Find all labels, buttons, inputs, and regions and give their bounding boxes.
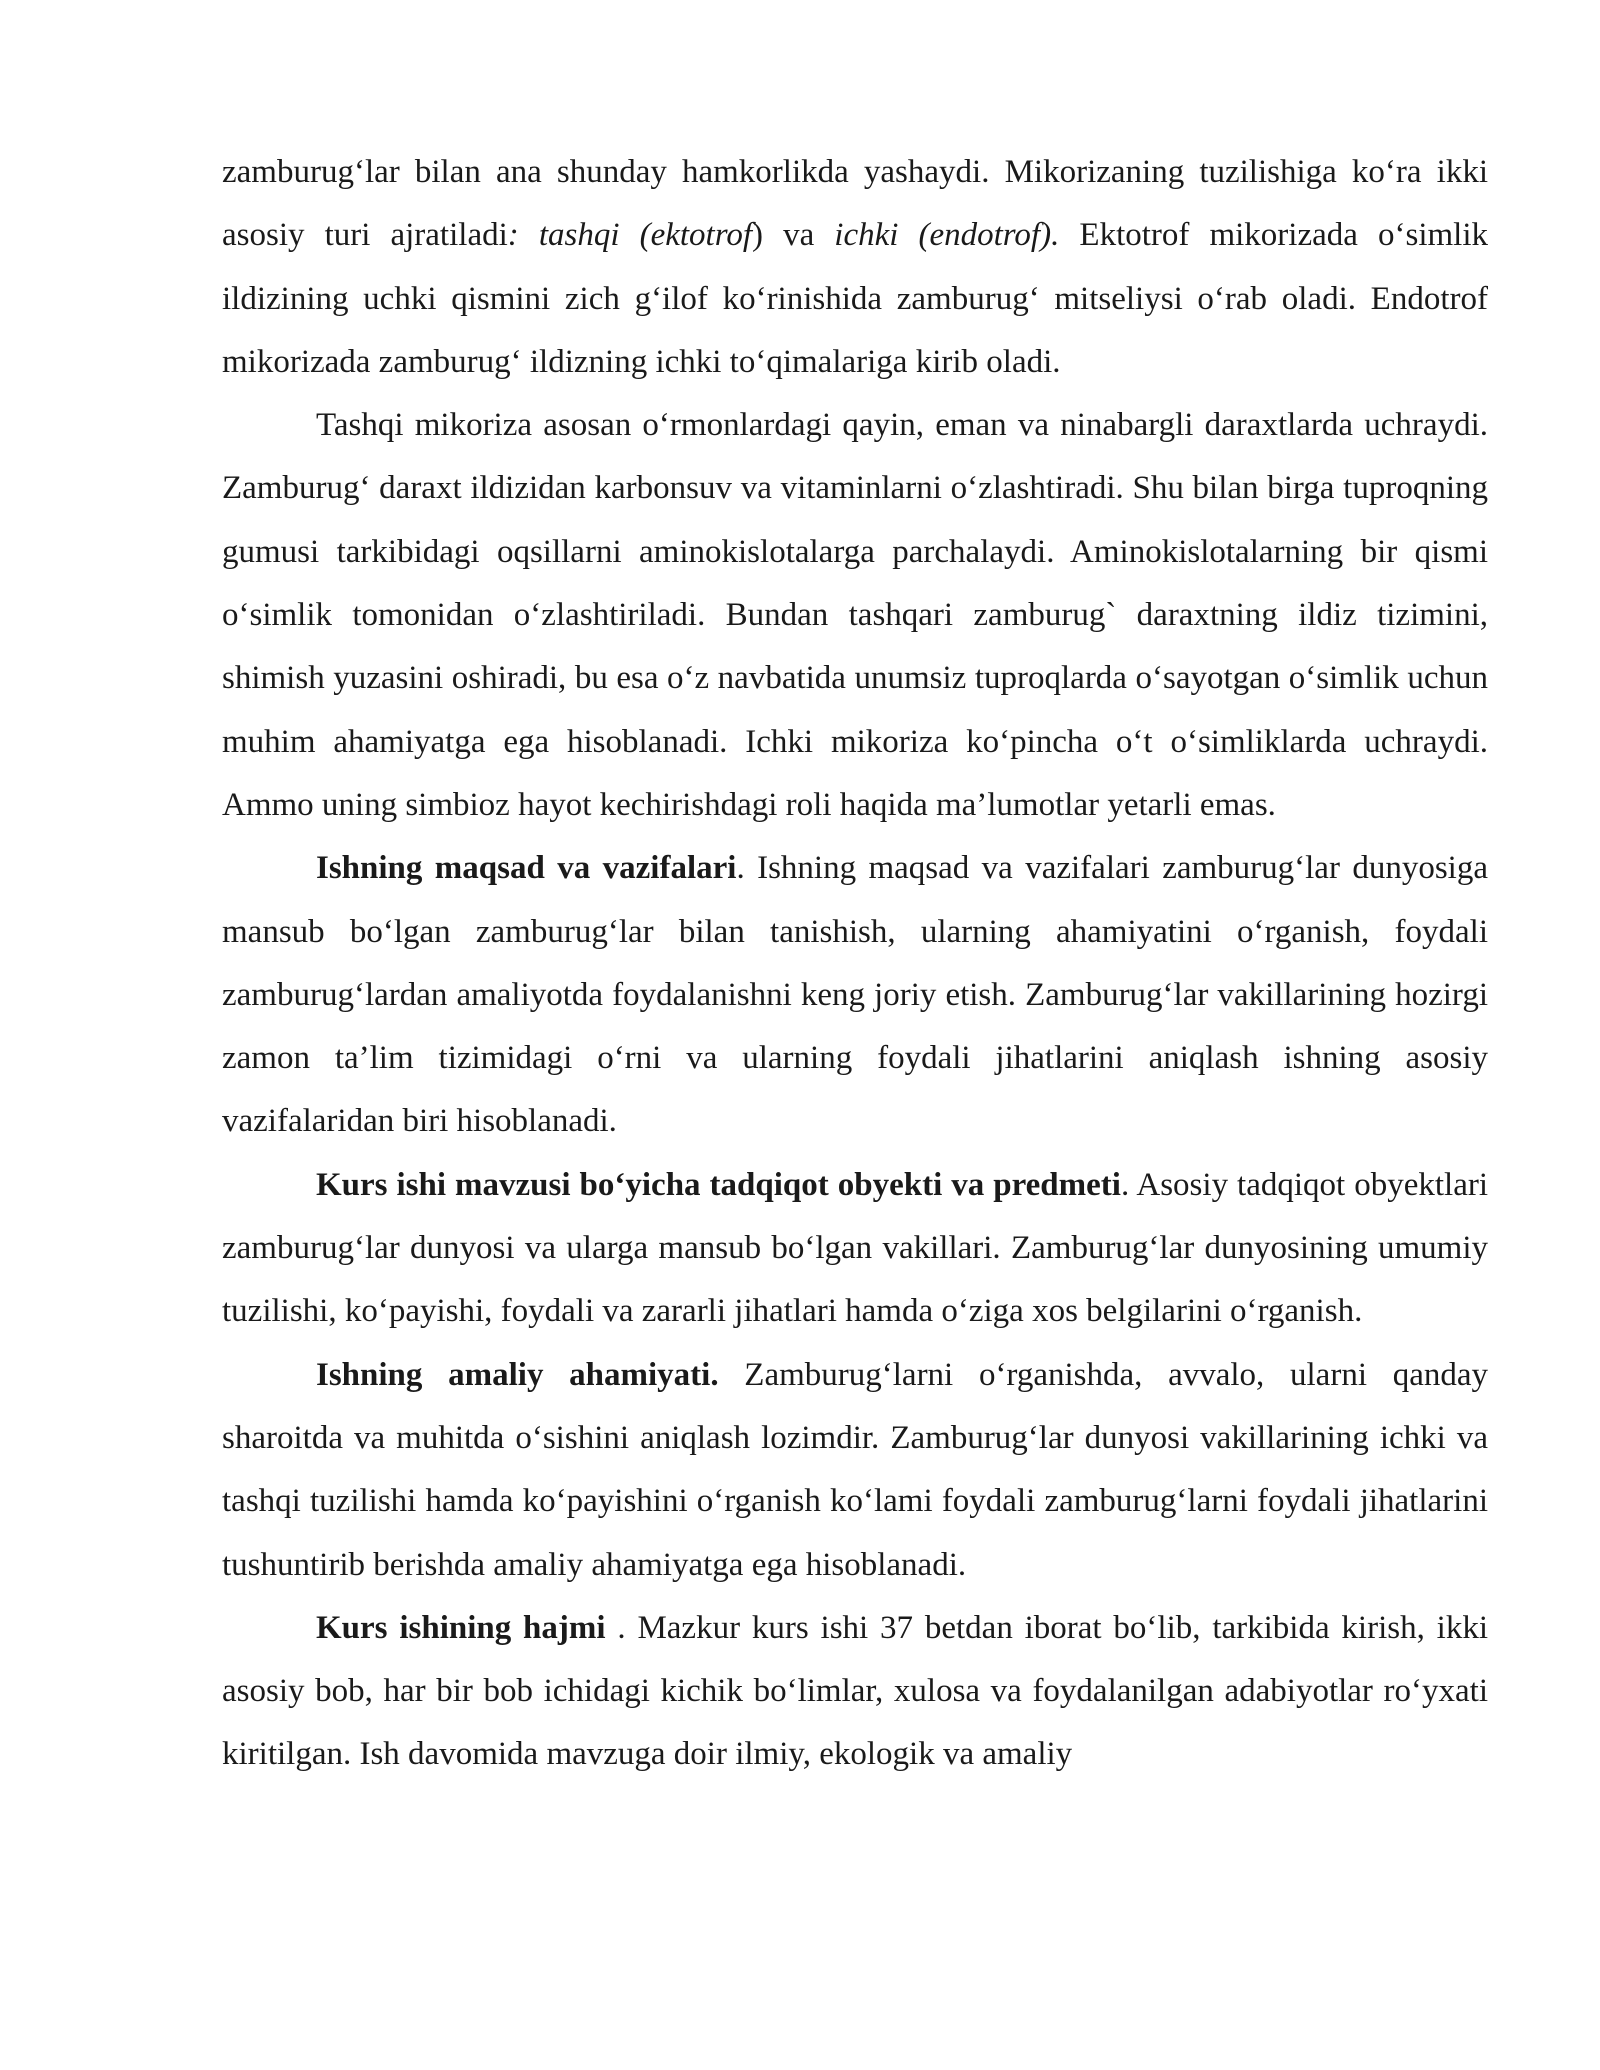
paragraph-work-volume — [222, 1597, 1488, 1787]
text-run: . Asosiy tadqiqot obyektlari zamburug‘lar dunyosi va ularga mansub bo‘lgan vakillari. Zamburug‘lar dunyosining umumiy tuzilishi, ko‘payishi, foydali va zararli jihatlari hamda o‘ziga xos belgilarini o‘rganish. — [222, 1166, 1488, 1330]
document-body — [222, 141, 1488, 1787]
paragraph-mycorrhiza-types — [222, 141, 1488, 394]
section-heading-research-object: Kurs ishi mavzusi bo‘yicha tadqiqot obyekti va predmeti — [316, 1166, 1121, 1203]
italic-term-endotroph: ichki (endotrof). — [834, 217, 1060, 254]
text-run: ) va — [752, 217, 835, 254]
text-run: zamburug‘lar bilan ana shunday hamkorlikda yashaydi. Mikorizaning tuzilishiga ko‘ra ikki asosiy turi ajratiladi — [222, 154, 1488, 254]
section-heading-goals: Ishning maqsad va vazifalari — [316, 850, 737, 887]
text-run: Zamburug‘larni o‘rganishda, avvalo, ularni qanday sharoitda va muhitda o‘sishini aniqlash lozimdir. Zamburug‘lar dunyosi vakillarining ichki va tashqi tuzilishi hamda ko‘payishini o‘rganish ko‘lami foydali zamburug‘larni foydali jihatlarini tushuntirib berishda amaliy ahamiyatga ega hisoblanadi. — [222, 1356, 1488, 1583]
section-heading-practical-significance: Ishning amaliy ahamiyati. — [316, 1356, 719, 1393]
text-run: Tashqi mikoriza asosan o‘rmonlardagi qayin, eman va ninabargli daraxtlarda uchraydi. Zamburug‘ daraxt ildizidan karbonsuv va vitaminlarni o‘zlashtiradi. Shu bilan birga tuproqning gumusi tarkibidagi oqsillarni aminokislotalarga parchalaydi. Aminokislotalarning bir qismi o‘simlik tomonidan o‘zlashtiriladi. Bundan tashqari zamburug` daraxtning ildiz tizimini, shimish yuzasini oshiradi, bu esa o‘z navbatida unumsiz tuproqlarda o‘sayotgan o‘simlik uchun muhim ahamiyatga ega hisoblanadi. Ichki mikoriza ko‘pincha o‘t o‘simliklarda uchraydi. Ammo uning simbioz hayot kechirishdagi roli haqida ma’lumotlar yetarli emas. — [222, 407, 1488, 823]
paragraph-goals — [222, 837, 1488, 1153]
paragraph-research-object — [222, 1154, 1488, 1344]
text-run: Ektotrof mikorizada o‘simlik ildizining uchki qismini zich g‘ilof ko‘rinishida zamburug‘ mitseliysi o‘rab oladi. Endotrof mikorizada zamburug‘ ildizning ichki to‘qimalariga kirib oladi. — [222, 217, 1488, 380]
italic-term-ectotroph: : tashqi (ektotrof — [507, 217, 752, 254]
paragraph-external-mycorrhiza — [222, 394, 1488, 837]
text-run: . Mazkur kurs ishi 37 betdan iborat bo‘lib, tarkibida kirish, ikki asosiy bob, har bir bob ichidagi kichik bo‘limlar, xulosa va foydalanilgan adabiyotlar ro‘yxati kiritilgan. Ish davomida mavzuga doir ilmiy, ekologik va amaliy — [222, 1609, 1488, 1773]
paragraph-practical-significance — [222, 1344, 1488, 1597]
section-heading-work-volume: Kurs ishining hajmi — [316, 1609, 606, 1646]
text-run: . Ishning maqsad va vazifalari zamburug‘lar dunyosiga mansub bo‘lgan zamburug‘lar bilan tanishish, ularning ahamiyatini o‘rganish, foydali zamburug‘lardan amaliyotda foydalanishni keng joriy etish. Zamburug‘lar vakillarining hozirgi zamon ta’lim tizimidagi o‘rni va ularning foydali jihatlarini aniqlash ishning asosiy vazifalaridan biri hisoblanadi. — [222, 850, 1488, 1140]
